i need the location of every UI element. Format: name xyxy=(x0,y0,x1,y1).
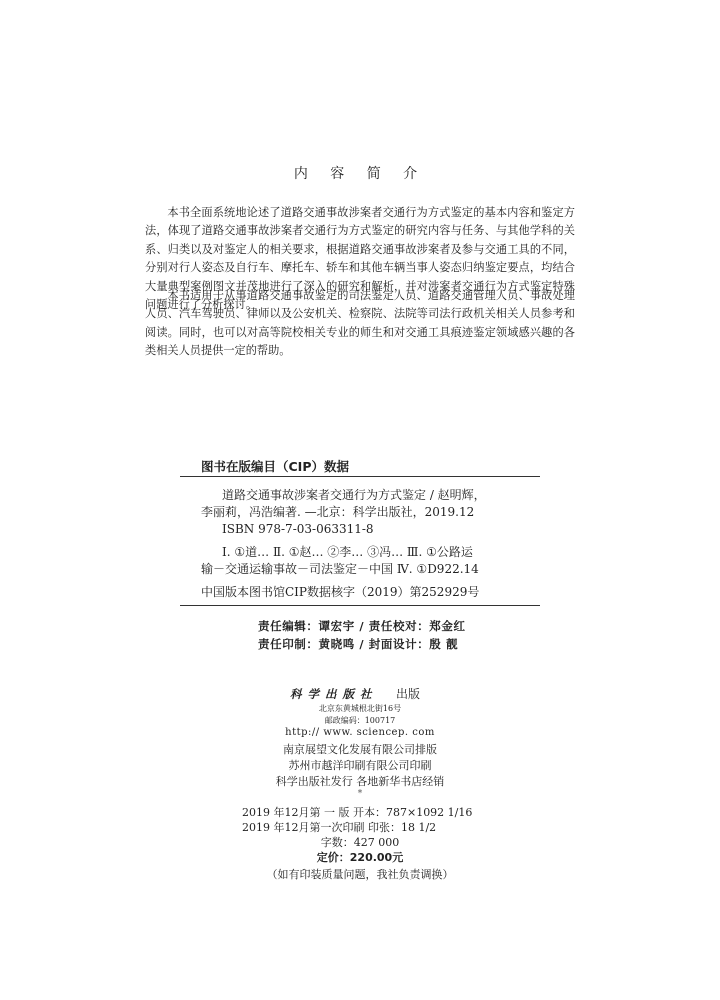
cip-data-number: 中国版本图书馆CIP数据核字（2019）第252929号 xyxy=(201,585,480,599)
quality-notice: （如有印装质量问题，我社负责调换） xyxy=(266,868,454,881)
staff-editors: 责任编辑：谭宏宇 / 责任校对：郑金红 xyxy=(258,619,466,633)
summary-heading: 内 容 简 介 xyxy=(293,166,427,182)
cip-heading: 图书在版编目（CIP）数据 xyxy=(201,459,349,474)
cip-classification: Ⅰ. ①道… Ⅱ. ①赵… ②李… ③冯… Ⅲ. ①公路运 xyxy=(222,545,473,559)
printing-info: 2019 年12月第一次印刷 印张：18 1/2 xyxy=(242,821,437,834)
edition-info: 2019 年12月第 一 版 开本：787×1092 1/16 xyxy=(242,806,473,819)
cip-title-line: 道路交通事故涉案者交通行为方式鉴定 / 赵明辉， xyxy=(222,488,486,502)
staff-production: 责任印制：黄晓鸣 / 封面设计：殷 靓 xyxy=(258,637,459,651)
separator-star: * xyxy=(357,789,363,799)
word-count: 字数：427 000 xyxy=(320,836,400,849)
publisher-postcode: 邮政编码：100717 xyxy=(324,716,396,725)
price: 定价：220.00元 xyxy=(316,851,404,864)
distributor: 科学出版社发行 各地新华书店经销 xyxy=(275,775,445,788)
cip-authors-line: 李丽莉，冯浩编著. —北京：科学出版社，2019.12 xyxy=(201,505,475,519)
publisher-url: http:// www. sciencep. com xyxy=(285,727,435,738)
cip-isbn: ISBN 978-7-03-063311-8 xyxy=(222,522,374,536)
typesetter: 南京展望文化发展有限公司排版 xyxy=(283,743,437,756)
publisher-suffix: 出版 xyxy=(396,687,421,701)
cip-top-rule xyxy=(180,476,540,477)
publisher-logo: 科学出版社 xyxy=(290,687,378,701)
cip-classification-continued: 输－交通运输事故－司法鉴定－中国 Ⅳ. ①D922.14 xyxy=(201,562,479,576)
summary-paragraph-2: 本书适用于从事道路交通事故鉴定的司法鉴定人员、道路交通管理人员、事故处理人员、汽车驾驶员、律师以及公安机关、检察院、法院等司法行政机关相关人员参考和阅读。同时，也可以对高等院校相关专业的师生和对交通工具痕迹鉴定领域感兴趣的各类相关人员提供一定的帮助。 xyxy=(145,289,575,358)
publisher-address: 北京东黄城根北街16号 xyxy=(318,704,402,713)
printer: 苏州市越洋印刷有限公司印刷 xyxy=(288,759,432,772)
summary-paragraph-1: 本书全面系统地论述了道路交通事故涉案者交通行为方式鉴定的基本内容和鉴定方法，体现了道路交通事故涉案者交通行为方式鉴定的研究内容与任务、与其他学科的关系、归类以及对鉴定人的相关要求，根据道路交通事故涉案者及参与交通工具的不同，分别对行人姿态及自行车、摩托车、轿车和其他车辆当事人姿态归纳鉴定要点，均结合大量典型案例图文并茂地进行了深入的研究和解析，并对涉案者交通行为方式鉴定特殊问题进行了分析探讨。 xyxy=(145,206,575,312)
cip-bottom-rule xyxy=(180,605,540,606)
